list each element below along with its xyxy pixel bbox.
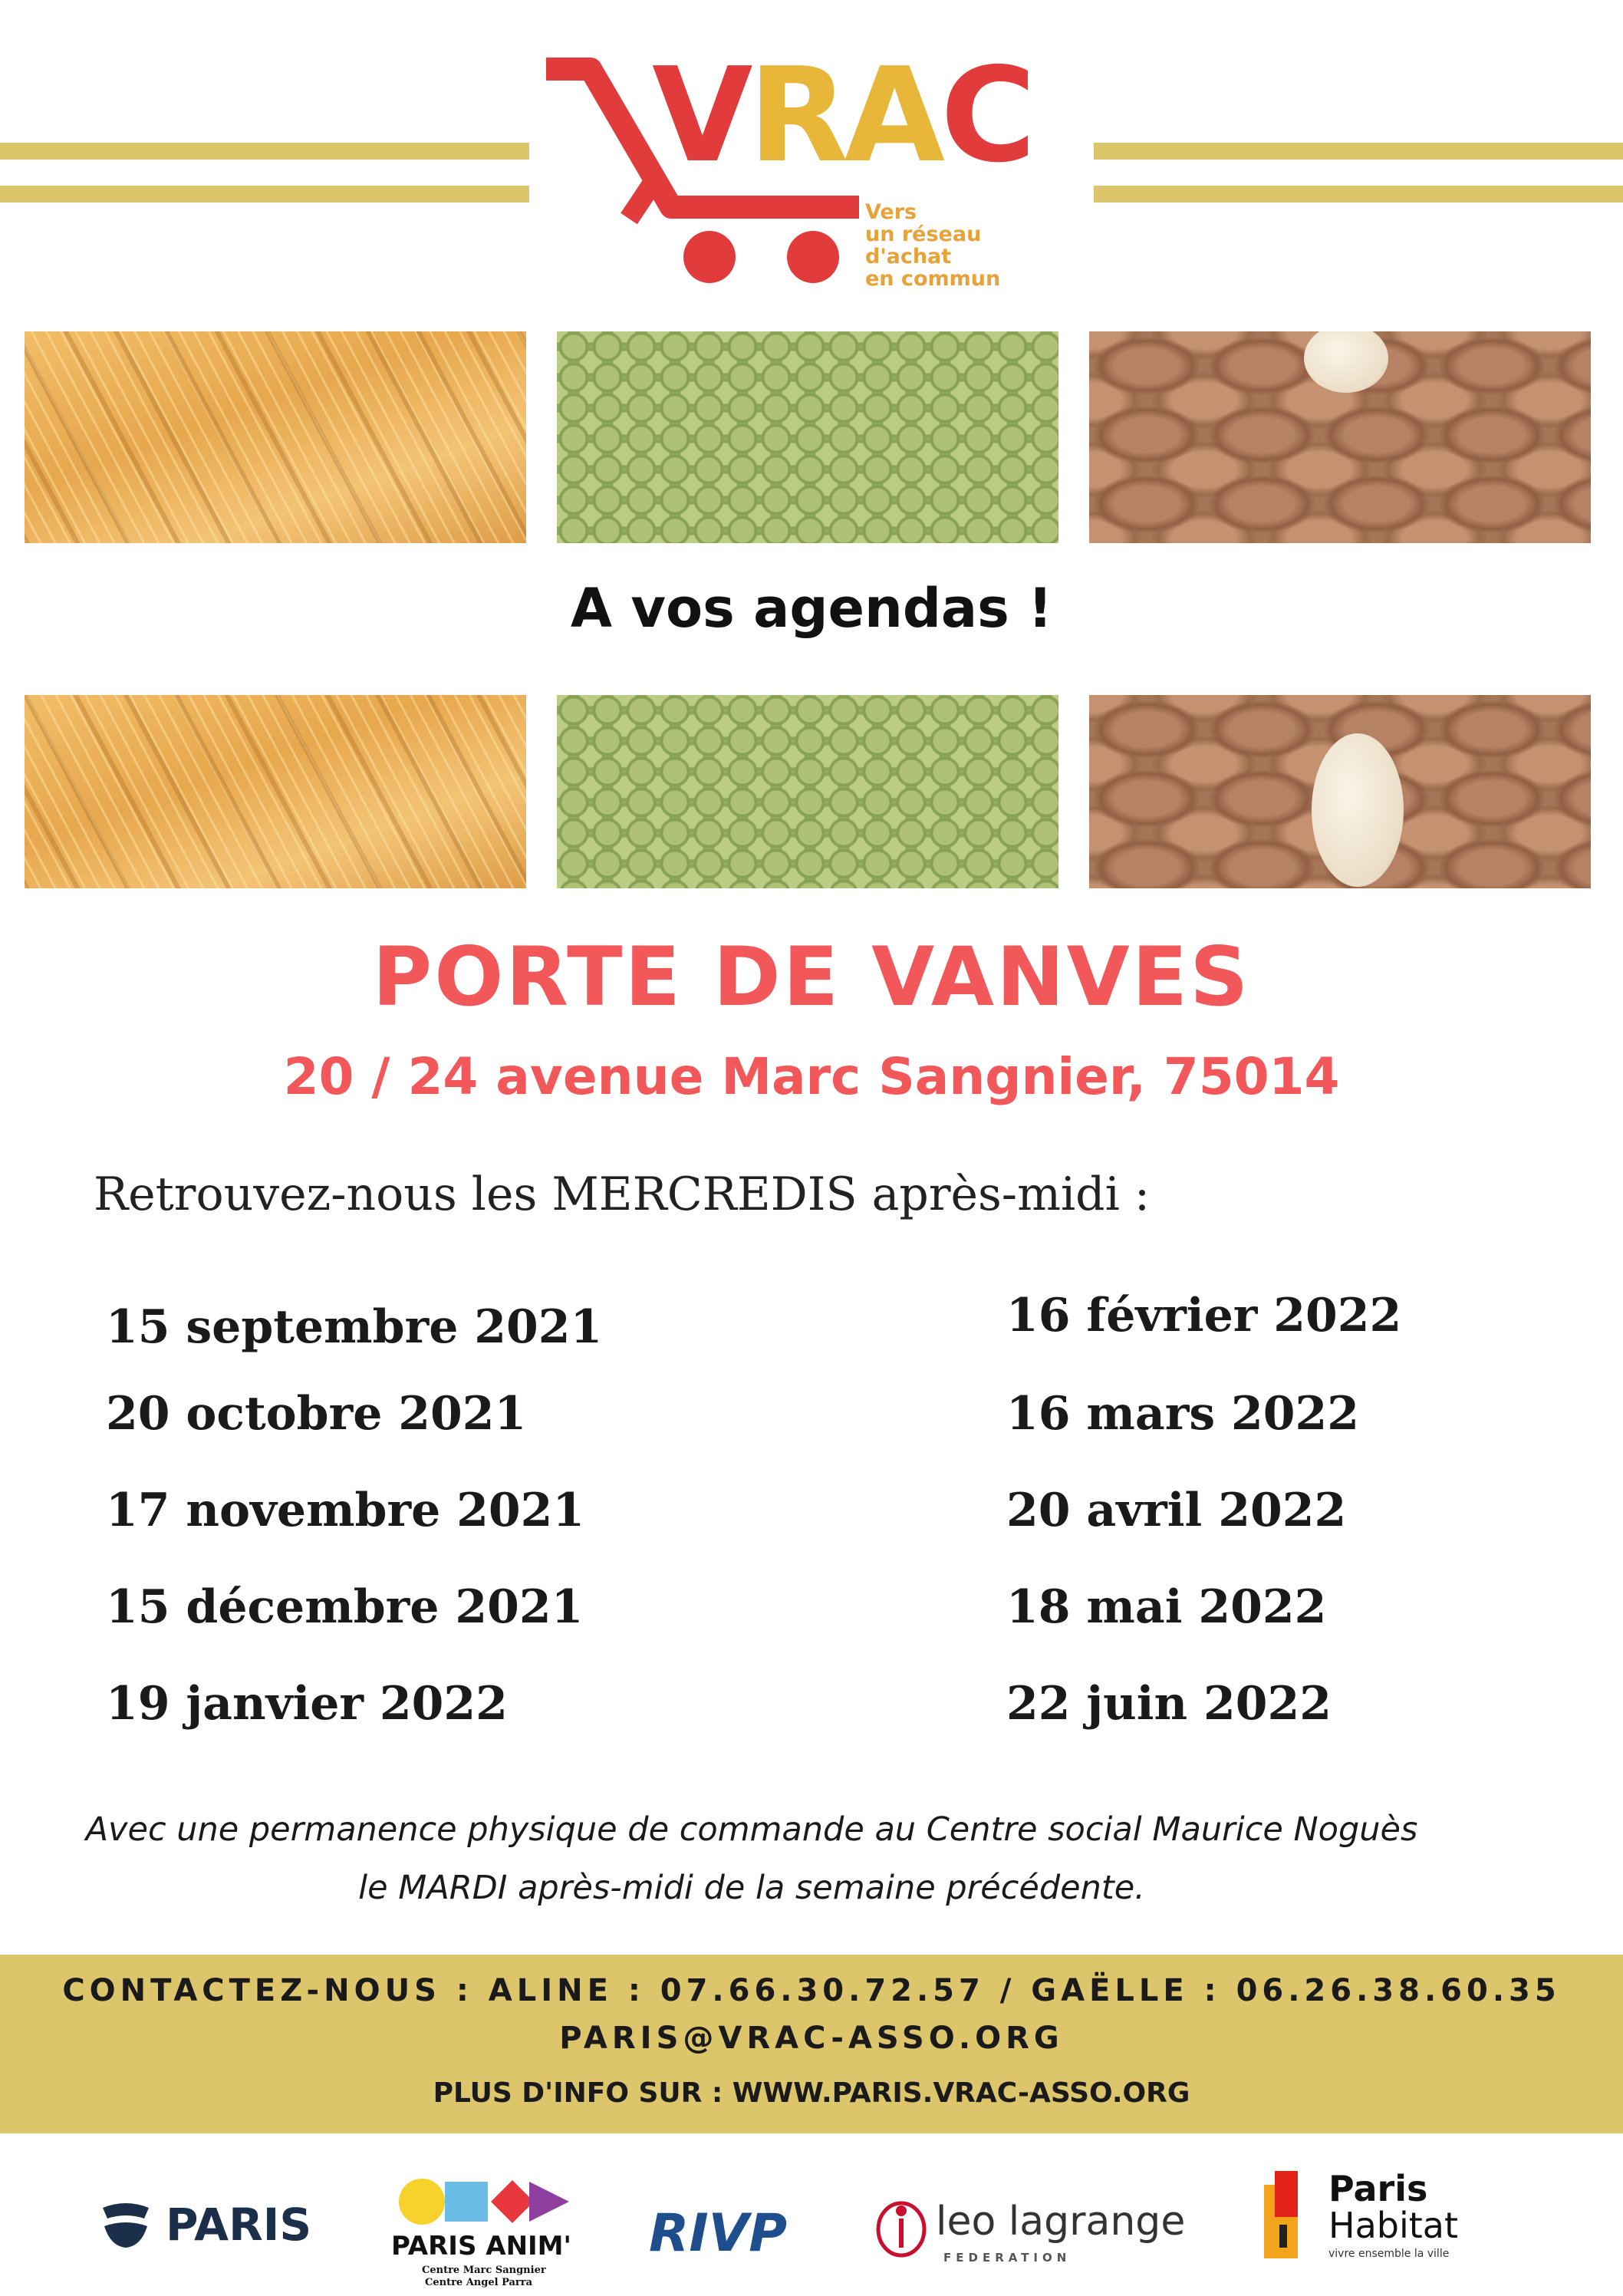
tagline-line: Vers bbox=[865, 200, 917, 224]
paris-anim-shapes-icon bbox=[391, 2179, 575, 2225]
paris-logo bbox=[95, 2192, 325, 2254]
header-bar-right-bottom bbox=[1094, 186, 1623, 203]
paris-habitat-label-2: Habitat bbox=[1328, 2205, 1459, 2246]
pasta-photo bbox=[25, 695, 526, 888]
logo-word bbox=[652, 40, 1032, 192]
leo-lagrange-sub: FEDERATION bbox=[943, 2251, 1072, 2265]
date-item: 16 mars 2022 bbox=[1006, 1387, 1360, 1441]
contact-email[interactable]: PARIS@VRAC-ASSO.ORG bbox=[559, 2021, 1064, 2056]
almond-kernel bbox=[1304, 331, 1388, 393]
date-item: 15 décembre 2021 bbox=[106, 1580, 584, 1634]
note-line: Avec une permanence physique de commande au Centre social Maurice Noguès bbox=[85, 1810, 1418, 1849]
logo-letter-r: R bbox=[748, 40, 844, 192]
split-peas-photo bbox=[557, 331, 1058, 543]
date-item: 18 mai 2022 bbox=[1006, 1580, 1327, 1634]
contact-phones: CONTACTEZ-NOUS : ALINE : 07.66.30.72.57 / GAËLLE : 06.26.38.60.35 bbox=[62, 1973, 1561, 2008]
almond-kernel bbox=[1312, 733, 1404, 887]
date-item: 15 septembre 2021 bbox=[106, 1300, 603, 1354]
paris-habitat-label-1: Paris bbox=[1328, 2168, 1428, 2209]
almonds-photo bbox=[1089, 695, 1591, 888]
paris-anim-sub: Centre Angel Parra bbox=[425, 2277, 533, 2288]
note-line: le MARDI après-midi de la semaine précédente. bbox=[358, 1869, 1145, 1907]
paris-ship-icon bbox=[95, 2192, 156, 2254]
paris-habitat-icon bbox=[1264, 2171, 1310, 2263]
paris-anim-label: PARIS ANIM' bbox=[391, 2231, 571, 2261]
location-address: 20 / 24 avenue Marc Sangnier, 75014 bbox=[283, 1047, 1340, 1106]
logo-letter-a: A bbox=[844, 40, 941, 192]
paris-label: PARIS bbox=[166, 2199, 312, 2251]
header-bar-right-top bbox=[1094, 143, 1623, 160]
almonds-photo bbox=[1089, 331, 1591, 543]
logo-tagline bbox=[865, 201, 1049, 290]
leo-lagrange-label: leo lagrange bbox=[936, 2199, 1186, 2245]
leo-lagrange-icon bbox=[874, 2197, 928, 2258]
tagline-line: en commun bbox=[865, 267, 1001, 291]
logo-letter-c: C bbox=[940, 40, 1032, 192]
date-item: 17 novembre 2021 bbox=[106, 1484, 585, 1537]
paris-habitat-sub: vivre ensemble la ville bbox=[1328, 2248, 1450, 2260]
contact-website[interactable]: PLUS D'INFO SUR : WWW.PARIS.VRAC-ASSO.ORG bbox=[433, 2077, 1190, 2109]
paris-anim-logo bbox=[384, 2179, 583, 2294]
date-item: 20 octobre 2021 bbox=[106, 1387, 527, 1441]
date-item: 16 février 2022 bbox=[1006, 1289, 1402, 1342]
paris-anim-sub: Centre Marc Sangnier bbox=[422, 2265, 546, 2276]
agenda-heading: A vos agendas ! bbox=[570, 577, 1053, 640]
paris-habitat-logo bbox=[1264, 2168, 1494, 2268]
rivp-logo: RIVP bbox=[649, 2203, 788, 2264]
leo-lagrange-logo bbox=[874, 2192, 1197, 2277]
logo-letter-v: V bbox=[652, 40, 749, 192]
date-item: 22 juin 2022 bbox=[1006, 1677, 1332, 1731]
header-bar-left-bottom bbox=[0, 186, 529, 203]
header-bar-left-top bbox=[0, 143, 529, 160]
tagline-line: un réseau bbox=[865, 222, 982, 246]
split-peas-photo bbox=[557, 695, 1058, 888]
date-item: 19 janvier 2022 bbox=[106, 1677, 508, 1731]
location-title: PORTE DE VANVES bbox=[372, 930, 1251, 1024]
tagline-line: d'achat bbox=[865, 245, 952, 268]
contact-band bbox=[0, 1955, 1623, 2133]
date-item: 20 avril 2022 bbox=[1006, 1484, 1347, 1537]
pasta-photo bbox=[25, 331, 526, 543]
intro-text: Retrouvez-nous les MERCREDIS après-midi : bbox=[94, 1168, 1151, 1221]
